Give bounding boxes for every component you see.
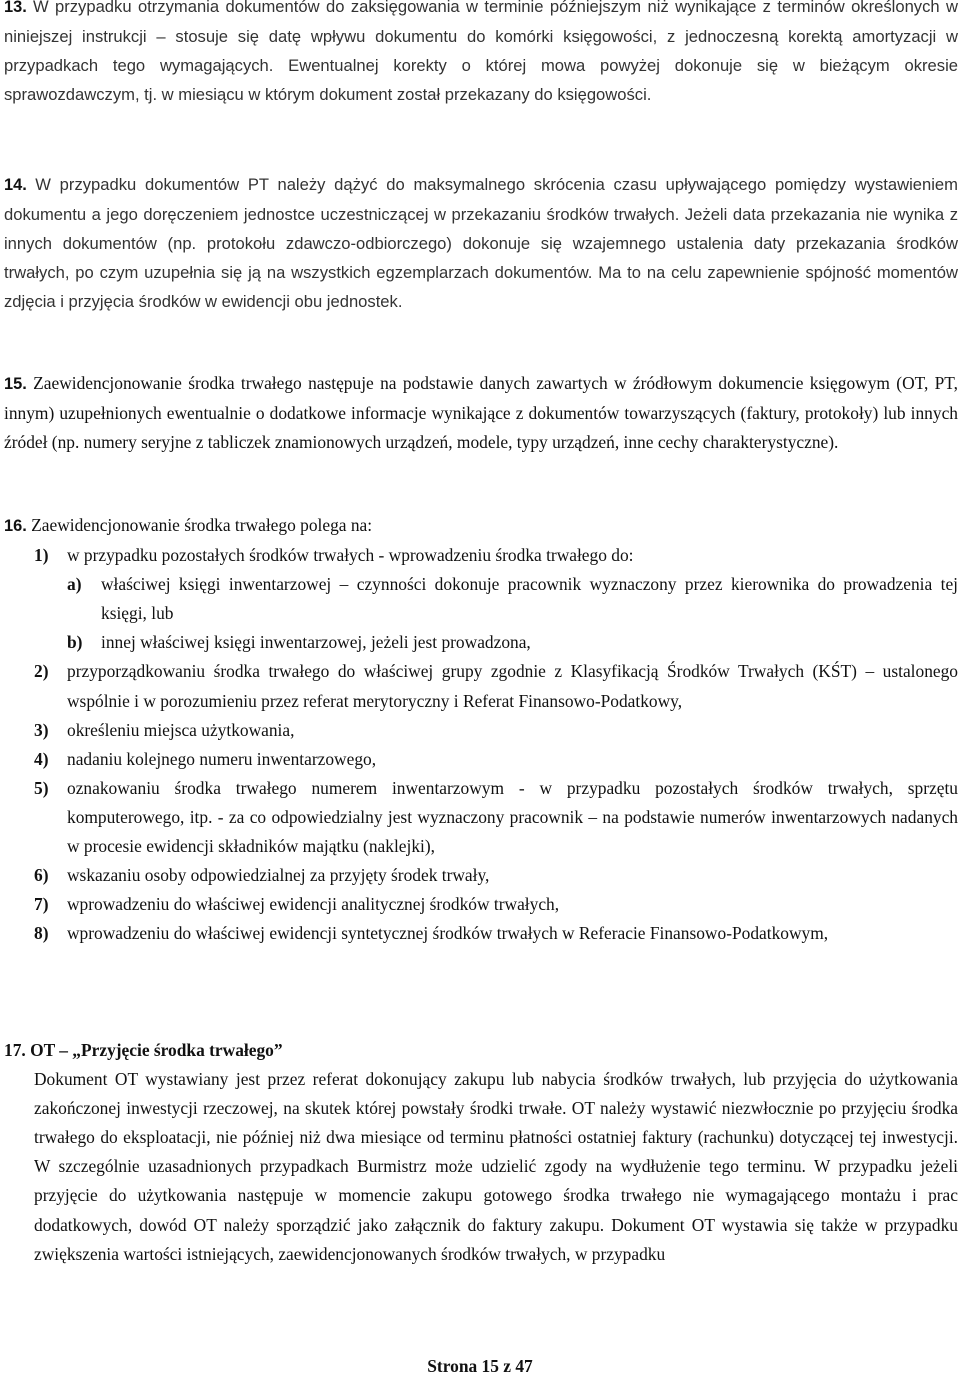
section-title: OT – „Przyjęcie środka trwałego” xyxy=(30,1040,283,1060)
paragraph-text: Zaewidencjonowanie środka trwałego polega na: xyxy=(31,515,373,535)
section-heading xyxy=(4,1036,958,1065)
paragraph-15 xyxy=(4,369,958,457)
paragraph-17 xyxy=(4,1036,958,1269)
list-item xyxy=(4,745,958,774)
sub-list-item-text: innej właściwej księgi inwentarzowej, jeżeli jest prowadzona, xyxy=(101,632,531,653)
list-item-text: nadaniu kolejnego numeru inwentarzowego, xyxy=(67,748,377,769)
paragraph-text: W przypadku dokumentów PT należy dążyć do maksymalnego skrócenia czasu upływającego pomiędzy wystawieniem dokumentu a jego doręczeniem jednostce uczestniczącej w przekazaniu środków trwałych. Jeżeli data przekazania nie wynika z innych dokumentów (np. protokołu zdawczo-odbiorczego) dokonuje się wzajemnego ustalenia daty przekazania środków trwałych, po czym uzupełnia się ją na wszystkich egzemplarzach dokumentów. Ma to na celu zapewnienie spójność momentów zdjęcia i przyjęcia środków w ewidencji obu jednostek. xyxy=(4,175,958,312)
sub-list-item-letter: b) xyxy=(67,632,83,653)
sub-list-item xyxy=(4,570,958,628)
paragraph-number: 13. xyxy=(4,0,27,16)
paragraph-intro xyxy=(4,511,958,541)
list-item-text: w przypadku pozostałych środków trwałych - wprowadzeniu środka trwałego do: xyxy=(67,545,634,566)
paragraph-16 xyxy=(4,511,958,948)
sub-list-item-text: właściwej księgi inwentarzowej – czynności dokonuje pracownik wyznaczony przez kierownika do prowadzenia tej księgi, lub xyxy=(101,574,958,624)
list-item-number: 7) xyxy=(34,894,49,915)
paragraph-number: 17. xyxy=(4,1040,26,1060)
paragraph-number: 16. xyxy=(4,517,27,535)
list-item-number: 5) xyxy=(34,777,49,798)
list-item-number: 6) xyxy=(34,865,49,886)
paragraph-text: Zaewidencjonowanie środka trwałego następuje na podstawie danych zawartych w źródłowym dokumencie księgowym (OT, PT, innym) uzupełnionych ewentualnie o dodatkowe informacje wynikające z dokumentów towarzyszących (faktury, protokoły) lub innych źródeł (np. numery seryjne z tabliczek znamionowych urządzeń, modele, typy urządzeń, inne cechy charakterystyczne). xyxy=(4,373,958,453)
paragraph-number: 15. xyxy=(4,375,27,393)
list-item-text: wskazaniu osoby odpowiedzialnej za przyjęty środek trwały, xyxy=(67,865,490,886)
paragraph-14 xyxy=(4,170,958,316)
page-number: Strona 15 z 47 xyxy=(427,1356,533,1376)
list-item-text: wprowadzeniu do właściwej ewidencji syntetycznej środków trwałych w Referacie Finansowo-Podatkowym, xyxy=(67,923,829,944)
list-item xyxy=(4,774,958,861)
list-item xyxy=(4,541,958,570)
paragraph-text: W przypadku otrzymania dokumentów do zaksięgowania w terminie późniejszym niż wynikające z terminów określonych w niniejszej instrukcji – stosuje się datę wpływu dokumentu do komórki księgowości, z jednoczesną korektą amortyzacji w przypadkach tego wymagających. Ewentualnej korekty o której mowa powyżej dokonuje się w bieżącym okresie sprawozdawczym, tj. w miesiącu w którym dokument został przekazany do księgowości. xyxy=(4,0,958,105)
list-item xyxy=(4,861,958,890)
list-item xyxy=(4,716,958,745)
list-item xyxy=(4,657,958,715)
list-item xyxy=(4,919,958,948)
paragraph-13 xyxy=(4,0,958,109)
list-item xyxy=(4,890,958,919)
sub-list-item-letter: a) xyxy=(67,574,82,595)
paragraph-text: Dokument OT wystawiany jest przez referat dokonujący zakupu lub nabycia środków trwałych, lub przyjęcia do użytkowania zakończonej inwestycji rzeczowej, na skutek której powstały środki trwałe. OT należy wystawić niezwłocznie po przyjęciu środka trwałego do eksploatacji, nie później niż dwa miesiące od terminu płatności ostatniej faktury (rachunku) dotyczącej tej inwestycji. W szczególnie uzasadnionych przypadkach Burmistrz może udzielić zgody na wydłużenie tego terminu. W przypadku jeżeli przyjęcie do użytkowania następuje w momencie zakupu gotowego środka trwałego nie wymagającego montażu i prac dodatkowych, dowód OT należy sporządzić jako załącznik do faktury zakupu. Dokument OT wystawia się także w przypadku zwiększenia wartości istniejących, zaewidencjonowanych środków trwałych, w przypadku xyxy=(34,1069,958,1264)
list-item-number: 8) xyxy=(34,923,49,944)
list-item-number: 4) xyxy=(34,748,49,769)
paragraph-number: 14. xyxy=(4,176,27,194)
list-item-text: określeniu miejsca użytkowania, xyxy=(67,719,295,740)
list-item-number: 1) xyxy=(34,545,49,566)
list-item-number: 3) xyxy=(34,719,49,740)
list-item-text: wprowadzeniu do właściwej ewidencji analitycznej środków trwałych, xyxy=(67,894,560,915)
sub-list-item xyxy=(4,628,958,657)
list-item-number: 2) xyxy=(34,661,49,682)
list-item-text: oznakowaniu środka trwałego numerem inwentarzowym - w przypadku pozostałych środków trwałych, sprzętu komputerowego, itp. - za co odpowiedzialny jest wyznaczony pracownik – na podstawie numerów inwentarzowych nadanych w procesie ewidencji składników majątku (naklejki), xyxy=(67,777,958,857)
list-item-text: przyporządkowaniu środka trwałego do właściwej grupy zgodnie z Klasyfikacją Środków Trwałych (KŚT) – ustalonego wspólnie i w porozumieniu przez referat merytoryczny i Referat Finansowo-Podatkowy, xyxy=(67,661,958,711)
